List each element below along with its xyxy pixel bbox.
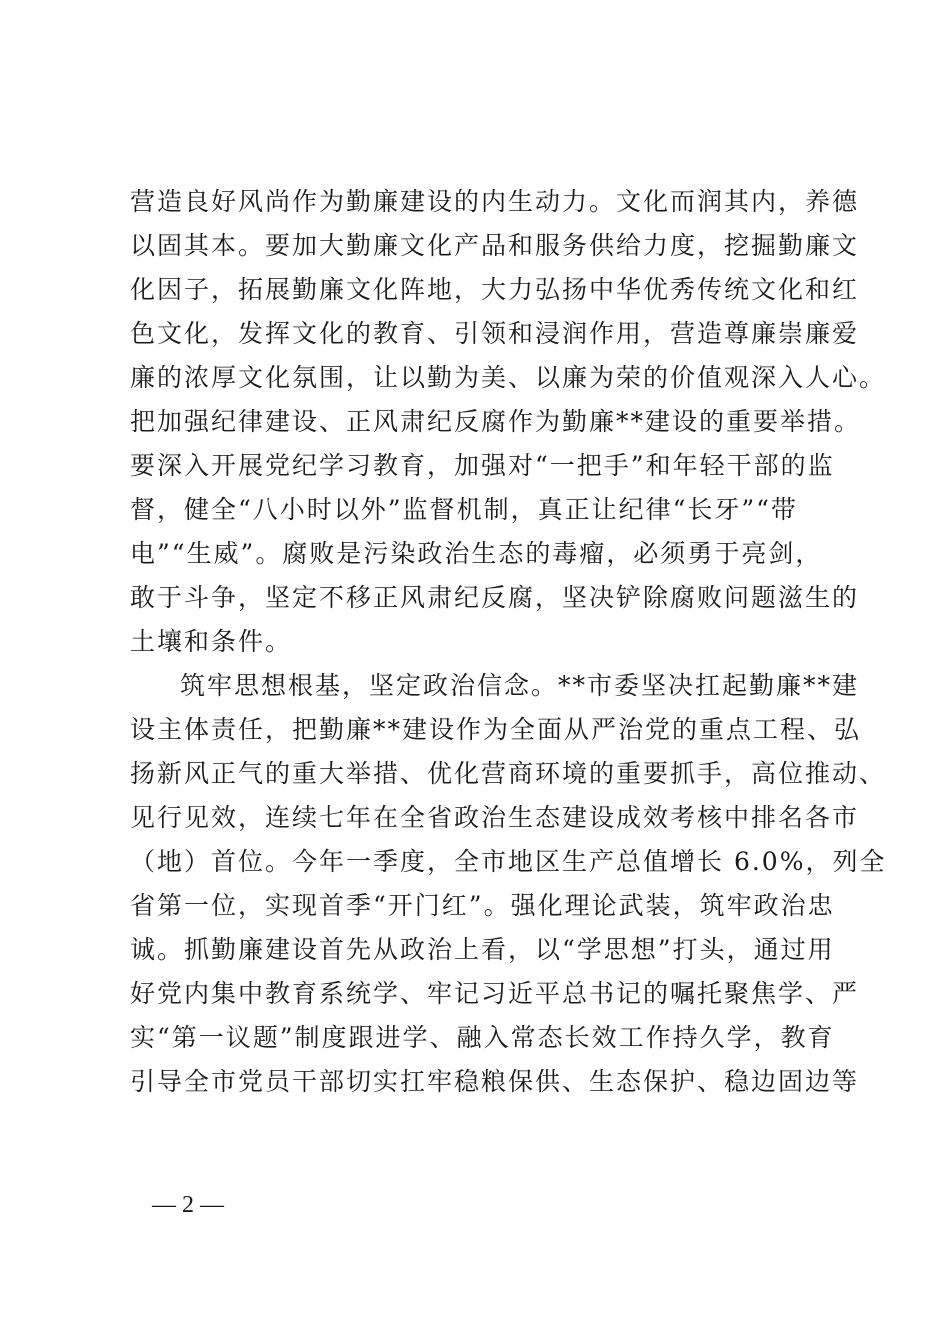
text-line: 敢于斗争，坚定不移正风肃纪反腐，坚决铲除腐败问题滋生的 — [130, 583, 860, 612]
text-line: 以固其本。要加大勤廉文化产品和服务供给力度，挖掘勤廉文 — [130, 231, 860, 260]
text-line: 扬新风正气的重大举措、优化营商环境的重要抓手，高位推动、 — [130, 759, 887, 788]
text-line: 电”“生威”。腐败是污染政治生态的毒瘤，必须勇于亮剑， — [130, 539, 823, 568]
text-line: 督，健全“八小时以外”监督机制，真正让纪律“长牙”“带 — [130, 495, 798, 524]
page-number: — 2 — — [152, 1192, 224, 1218]
text-line: 廉的浓厚文化氛围，让以勤为美、以廉为荣的价值观深入人心。 — [130, 363, 887, 392]
text-line: 营造良好风尚作为勤廉建设的内生动力。文化而润其内，养德 — [130, 187, 860, 216]
text-line: （地）首位。今年一季度，全市地区生产总值增长 6.0%，列全 — [130, 847, 887, 876]
text-line: 色文化，发挥文化的教育、引领和浸润作用，营造尊廉崇廉爱 — [130, 319, 860, 348]
text-line: 设主体责任，把勤廉**建设作为全面从严治党的重点工程、弘 — [130, 715, 862, 744]
text-line: 实“第一议题”制度跟进学、融入常态长效工作持久学，教育 — [130, 1023, 835, 1052]
paragraph-start-line: 筑牢思想根基，坚定政治信念。**市委坚决扛起勤廉**建 — [180, 671, 860, 700]
body-text — [130, 180, 887, 1104]
text-line: 化因子，拓展勤廉文化阵地，大力弘扬中华优秀传统文化和红 — [130, 275, 860, 304]
text-line: 诚。抓勤廉建设首先从政治上看，以“学思想”打头，通过用 — [130, 935, 835, 964]
text-line: 把加强纪律建设、正风肃纪反腐作为勤廉**建设的重要举措。 — [130, 407, 862, 436]
text-line: 要深入开展党纪学习教育，加强对“一把手”和年轻干部的监 — [130, 451, 835, 480]
text-line: 见行见效，连续七年在全省政治生态建设成效考核中排名各市 — [130, 803, 860, 832]
text-line: 省第一位，实现首季“开门红”。强化理论武装，筑牢政治忠 — [130, 891, 835, 920]
text-line: 好党内集中教育系统学、牢记习近平总书记的嘱托聚焦学、严 — [130, 979, 860, 1008]
text-line: 引导全市党员干部切实扛牢稳粮保供、生态保护、稳边固边等 — [130, 1067, 860, 1096]
text-line: 土壤和条件。 — [130, 627, 293, 656]
